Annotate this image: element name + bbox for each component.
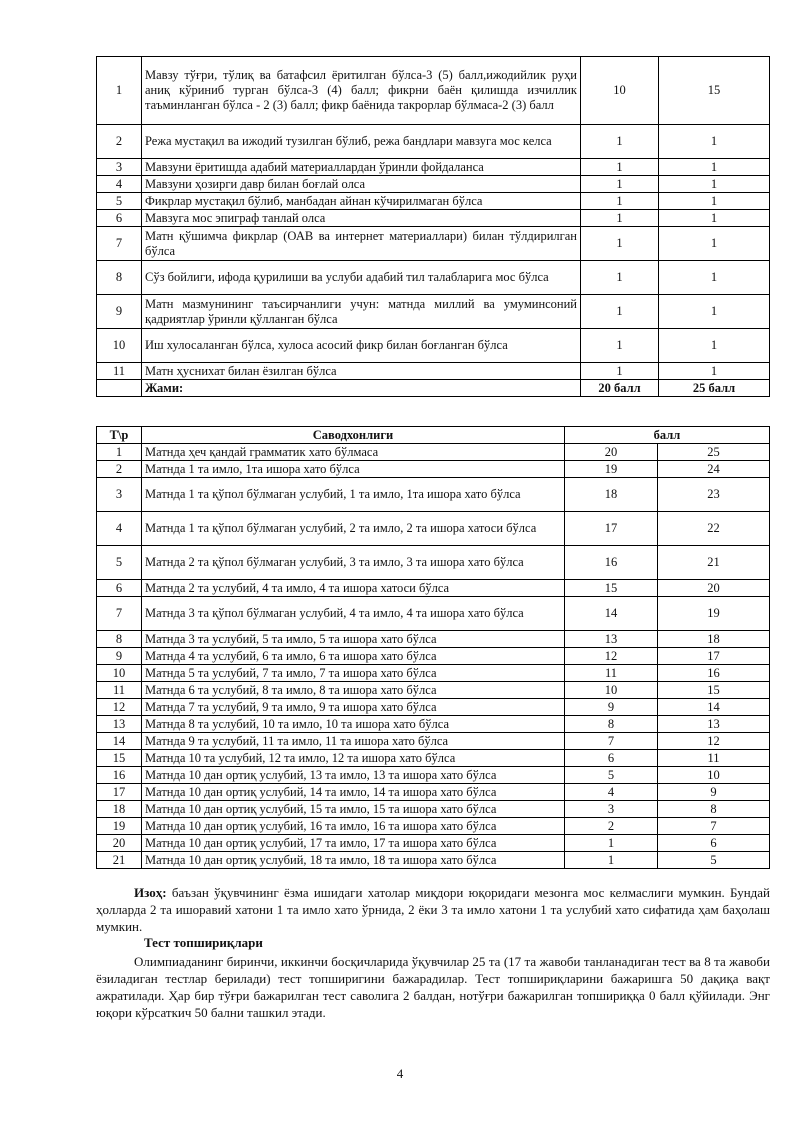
row-number: 8 [97,261,142,295]
criterion-text: Мавзу тўғри, тўлиқ ва батафсил ёритилган бўлса-3 (5) балл,ижодийлик руҳи аниқ кўриниб турган бўлса-3 (4) балл; фикрни баён қилишда изчиллик таъминланган бўлса - 2 (3) балл; фикр баёнида такрорлар бўлмаса-2 (3) балл [142,57,581,125]
literacy-row [97,801,770,818]
criteria-row [97,363,770,380]
score-20: 1 [581,176,659,193]
total-score-20: 20 балл [581,380,659,397]
criterion-text: Матн қўшимча фикрлар (ОАВ ва интернет материаллари) билан тўлдирилган бўлса [142,227,581,261]
header-number: Т\р [97,427,142,444]
row-number: 4 [97,512,142,546]
score-25: 20 [658,580,770,597]
row-number: 20 [97,835,142,852]
error-description: Матнда 3 та қўпол бўлмаган услубий, 4 та имло, 4 та ишора хато бўлса [142,597,565,631]
literacy-row [97,665,770,682]
literacy-row [97,716,770,733]
score-25: 13 [658,716,770,733]
score-20: 8 [565,716,658,733]
literacy-row [97,478,770,512]
row-number: 10 [97,665,142,682]
row-number: 4 [97,176,142,193]
row-number: 10 [97,329,142,363]
score-20: 4 [565,784,658,801]
error-description: Матнда 9 та услубий, 11 та имло, 11 та ишора хато бўлса [142,733,565,750]
note-paragraph [96,884,770,935]
error-description: Матнда 8 та услубий, 10 та имло, 10 та ишора хато бўлса [142,716,565,733]
literacy-row [97,852,770,869]
literacy-row [97,444,770,461]
literacy-row [97,682,770,699]
row-number: 19 [97,818,142,835]
criterion-text: Мавзуга мос эпиграф танлай олса [142,210,581,227]
score-25: 1 [659,363,770,380]
score-25: 1 [659,210,770,227]
criteria-row [97,329,770,363]
score-20: 11 [565,665,658,682]
score-20: 12 [565,648,658,665]
score-25: 24 [658,461,770,478]
score-25: 9 [658,784,770,801]
score-25: 15 [658,682,770,699]
page-number: 4 [396,1066,404,1081]
criterion-text: Фикрлар мустақил бўлиб, манбадан айнан кўчирилмаган бўлса [142,193,581,210]
row-number: 13 [97,716,142,733]
literacy-row [97,818,770,835]
row-number: 2 [97,461,142,478]
error-description: Матнда 1 та қўпол бўлмаган услубий, 2 та имло, 2 та ишора хатоси бўлса [142,512,565,546]
test-section-paragraph: Олимпиаданинг биринчи, иккинчи босқичларида ўқувчилар 25 та (17 та жавоби танланадиган тест ва 8 та жавоби ёзиладиган тестлар берилади) тест топширигини бажарадилар. Тест топшириқларини бажаришга 50 дақиқа вақт ажратилади. Ҳар бир тўғри бажарилган тест саволига 2 балдан, нотўғри бажарилган топшириққа 0 балл қўйилади. Энг юқори кўрсаткич 50 бални ташкил этади. [96,954,770,1020]
score-25: 18 [658,631,770,648]
header-score: балл [565,427,770,444]
row-number: 14 [97,733,142,750]
criterion-text: Матн мазмунининг таъсирчанлиги учун: матнда миллий ва умуминсоний қадриятлар ўринли қўлланган бўлса [142,295,581,329]
score-25: 16 [658,665,770,682]
row-number: 3 [97,159,142,176]
score-20: 20 [565,444,658,461]
criteria-row [97,210,770,227]
score-20: 16 [565,546,658,580]
score-25: 10 [658,767,770,784]
score-20: 1 [565,835,658,852]
row-number: 7 [97,227,142,261]
literacy-table-header [97,427,770,444]
score-25: 1 [659,227,770,261]
criterion-text: Иш хулосаланган бўлса, хулоса асосий фикр билан боғланган бўлса [142,329,581,363]
score-25: 12 [658,733,770,750]
error-description: Матнда 1 та қўпол бўлмаган услубий, 1 та имло, 1та ишора хато бўлса [142,478,565,512]
score-20: 1 [581,125,659,159]
row-number: 9 [97,648,142,665]
total-empty-cell [97,380,142,397]
score-25: 14 [658,699,770,716]
score-20: 14 [565,597,658,631]
score-20: 13 [565,631,658,648]
score-20: 1 [581,295,659,329]
criteria-row [97,57,770,125]
score-20: 1 [565,852,658,869]
score-20: 10 [581,57,659,125]
criteria-row [97,295,770,329]
criteria-row [97,125,770,159]
score-25: 1 [659,261,770,295]
score-20: 15 [565,580,658,597]
literacy-row [97,597,770,631]
row-number: 11 [97,363,142,380]
score-20: 1 [581,159,659,176]
error-description: Матнда 10 та услубий, 12 та имло, 12 та ишора хато бўлса [142,750,565,767]
row-number: 18 [97,801,142,818]
criterion-text: Мавзуни ёритишда адабий материаллардан ўринли фойдаланса [142,159,581,176]
error-description: Матнда 4 та услубий, 6 та имло, 6 та ишора хато бўлса [142,648,565,665]
criteria-row [97,261,770,295]
criteria-row [97,176,770,193]
literacy-row [97,580,770,597]
error-description: Матнда 1 та имло, 1та ишора хато бўлса [142,461,565,478]
row-number: 3 [97,478,142,512]
score-20: 5 [565,767,658,784]
score-25: 23 [658,478,770,512]
literacy-row [97,767,770,784]
score-25: 17 [658,648,770,665]
score-25: 6 [658,835,770,852]
test-section-heading: Тест топшириқлари [144,935,263,950]
criteria-row [97,227,770,261]
error-description: Матнда 10 дан ортиқ услубий, 13 та имло, 13 та ишора хато бўлса [142,767,565,784]
score-20: 7 [565,733,658,750]
row-number: 5 [97,546,142,580]
essay-criteria-table [96,56,770,397]
row-number: 11 [97,682,142,699]
row-number: 2 [97,125,142,159]
row-number: 6 [97,580,142,597]
error-description: Матнда 5 та услубий, 7 та имло, 7 та ишора хато бўлса [142,665,565,682]
error-description: Матнда 10 дан ортиқ услубий, 18 та имло, 18 та ишора хато бўлса [142,852,565,869]
literacy-row [97,546,770,580]
criteria-row [97,159,770,176]
error-description: Матнда 3 та услубий, 5 та имло, 5 та ишора хато бўлса [142,631,565,648]
total-label: Жами: [142,380,581,397]
essay-criteria-body [97,57,770,397]
literacy-row [97,784,770,801]
criteria-row [97,193,770,210]
row-number: 7 [97,597,142,631]
score-25: 1 [659,193,770,210]
score-25: 1 [659,176,770,193]
score-20: 1 [581,210,659,227]
row-number: 9 [97,295,142,329]
row-number: 12 [97,699,142,716]
row-number: 5 [97,193,142,210]
error-description: Матнда 10 дан ортиқ услубий, 14 та имло, 14 та ишора хато бўлса [142,784,565,801]
score-25: 15 [659,57,770,125]
score-20: 18 [565,478,658,512]
literacy-row [97,835,770,852]
error-description: Матнда 10 дан ортиқ услубий, 15 та имло, 15 та ишора хато бўлса [142,801,565,818]
note-label: Изоҳ: [134,885,167,900]
score-25: 5 [658,852,770,869]
criterion-text: Сўз бойлиги, ифода қурилиши ва услуби адабий тил талабларига мос бўлса [142,261,581,295]
score-20: 1 [581,363,659,380]
literacy-row [97,631,770,648]
row-number: 15 [97,750,142,767]
header-literacy: Саводхонлиги [142,427,565,444]
row-number: 1 [97,444,142,461]
score-25: 1 [659,295,770,329]
score-20: 1 [581,329,659,363]
criterion-text: Мавзуни ҳозирги давр билан боғлай олса [142,176,581,193]
score-20: 6 [565,750,658,767]
criterion-text: Режа мустақил ва ижодий тузилган бўлиб, режа бандлари мавзуга мос келса [142,125,581,159]
row-number: 8 [97,631,142,648]
score-25: 1 [659,329,770,363]
score-20: 3 [565,801,658,818]
row-number: 1 [97,57,142,125]
score-25: 1 [659,125,770,159]
score-25: 1 [659,159,770,176]
total-row [97,380,770,397]
row-number: 21 [97,852,142,869]
score-25: 22 [658,512,770,546]
literacy-row [97,648,770,665]
score-20: 10 [565,682,658,699]
literacy-row [97,733,770,750]
total-score-25: 25 балл [659,380,770,397]
note-text: баъзан ўқувчининг ёзма ишидаги хатолар миқдори юқоридаги мезонга мос келмаслиги мумкин. Бундай ҳолларда 2 та ишоравий хатони 1 та имло хато ўрнида, 2 ёки 3 та имло хатони 1 та услубий хато сифатида ҳам баҳолаш мумкин. [96,885,770,934]
row-number: 16 [97,767,142,784]
score-20: 17 [565,512,658,546]
score-20: 1 [581,261,659,295]
score-25: 19 [658,597,770,631]
error-description: Матнда 2 та услубий, 4 та имло, 4 та ишора хатоси бўлса [142,580,565,597]
error-description: Матнда 10 дан ортиқ услубий, 16 та имло, 16 та ишора хато бўлса [142,818,565,835]
score-20: 1 [581,193,659,210]
error-description: Матнда 10 дан ортиқ услубий, 17 та имло, 17 та ишора хато бўлса [142,835,565,852]
score-25: 11 [658,750,770,767]
error-description: Матнда 6 та услубий, 8 та имло, 8 та ишора хато бўлса [142,682,565,699]
literacy-row [97,461,770,478]
literacy-row [97,512,770,546]
score-20: 19 [565,461,658,478]
score-25: 7 [658,818,770,835]
score-20: 1 [581,227,659,261]
error-description: Матнда 2 та қўпол бўлмаган услубий, 3 та имло, 3 та ишора хато бўлса [142,546,565,580]
score-25: 21 [658,546,770,580]
error-description: Матнда 7 та услубий, 9 та имло, 9 та ишора хато бўлса [142,699,565,716]
score-20: 2 [565,818,658,835]
literacy-table-body [97,444,770,869]
criterion-text: Матн ҳуснихат билан ёзилган бўлса [142,363,581,380]
row-number: 17 [97,784,142,801]
error-description: Матнда ҳеч қандай грамматик хато бўлмаса [142,444,565,461]
literacy-row [97,699,770,716]
score-25: 25 [658,444,770,461]
literacy-row [97,750,770,767]
literacy-table [96,426,770,869]
score-20: 9 [565,699,658,716]
row-number: 6 [97,210,142,227]
score-25: 8 [658,801,770,818]
